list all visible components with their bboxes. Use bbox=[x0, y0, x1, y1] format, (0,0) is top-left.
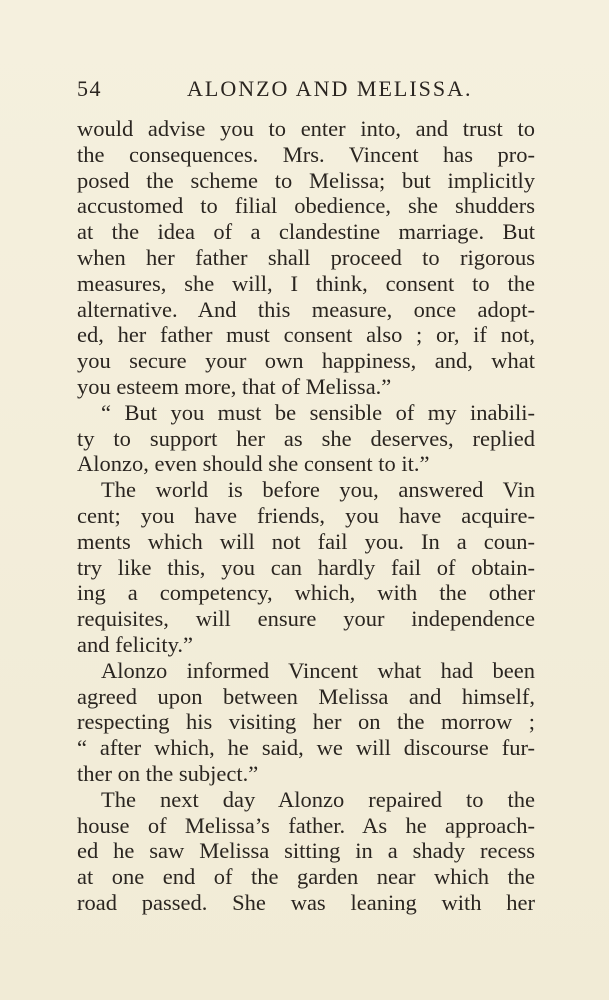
text-line: and felicity.” bbox=[77, 631, 193, 657]
text-line: would advise you to enter into, and trust to bbox=[77, 116, 535, 141]
text-line: The world is before you, answered Vin bbox=[101, 477, 535, 503]
text-line: posed the scheme to Melissa; but implicitly bbox=[77, 167, 535, 193]
running-title: ALONZO AND MELISSA. bbox=[187, 76, 473, 101]
text-line: “ But you must be sensible of my inabili- bbox=[101, 399, 535, 425]
text-line: “ after which, he said, we will discourse fur- bbox=[77, 735, 535, 761]
text-line: Alonzo informed Vincent what had been bbox=[101, 657, 535, 683]
text-line: The next day Alonzo repaired to the bbox=[101, 786, 535, 812]
text-line: measures, she will, I think, consent to the bbox=[77, 270, 535, 296]
text-line: cent; you have friends, you have acquire- bbox=[77, 502, 535, 528]
text-line: ed he saw Melissa sitting in a shady recess bbox=[77, 838, 535, 864]
text-line: house of Melissa’s father. As he approach- bbox=[77, 812, 535, 838]
page-header bbox=[77, 76, 537, 106]
text-line: ty to support her as she deserves, replied bbox=[77, 425, 535, 451]
text-line: when her father shall proceed to rigorous bbox=[77, 244, 535, 270]
text-line: you secure your own happiness, and, what bbox=[77, 348, 535, 374]
text-line: ments which will not fail you. In a coun- bbox=[77, 528, 535, 554]
text-line: requisites, will ensure your independence bbox=[77, 606, 535, 632]
text-line: at the idea of a clandestine marriage. But bbox=[77, 219, 535, 245]
page-number: 54 bbox=[77, 76, 102, 101]
text-line: agreed upon between Melissa and himself, bbox=[77, 683, 535, 709]
text-line: accustomed to filial obedience, she shudders bbox=[77, 193, 535, 219]
text-line: respecting his visiting her on the morrow ; bbox=[77, 709, 535, 735]
text-line: you esteem more, that of Melissa.” bbox=[77, 373, 392, 399]
text-line: the consequences. Mrs. Vincent has pro- bbox=[77, 141, 535, 167]
text-line: ing a competency, which, with the other bbox=[77, 580, 535, 606]
text-line: road passed. She was leaning with her bbox=[77, 889, 535, 915]
text-line: ed, her father must consent also ; or, if not, bbox=[77, 322, 535, 348]
text-line: try like this, you can hardly fail of obtain- bbox=[77, 554, 535, 580]
text-line: Alonzo, even should she consent to it.” bbox=[77, 451, 430, 477]
text-line: at one end of the garden near which the bbox=[77, 864, 535, 890]
text-line: ther on the subject.” bbox=[77, 760, 259, 786]
text-line: alternative. And this measure, once adopt- bbox=[77, 296, 535, 322]
body-text bbox=[77, 116, 535, 916]
